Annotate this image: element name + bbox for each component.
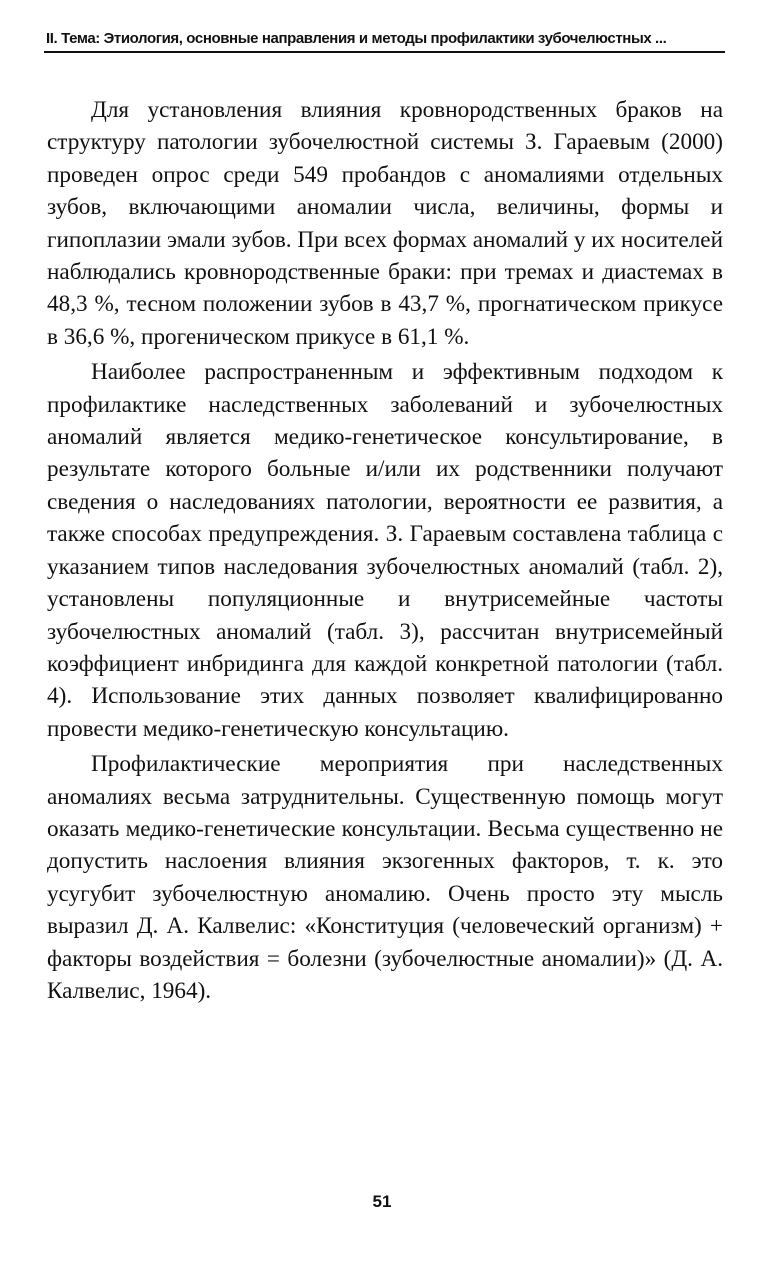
body-text: [47, 94, 723, 1010]
running-header: II. Тема: Этиология, основные направления и методы профилактики зубочелюстных ...: [46, 30, 667, 47]
paragraph-1: Для установления влияния кровнородственных браков на структуру патологии зубочелюстной системы З. Гараевым (2000) проведен опрос среди 549 пробандов с аномалиями отдельных зубов, включающими аномалии числа, величины, формы и гипоплазии эмали зубов. При всех формах аномалий у их носителей наблюдались кровнородственные браки: при тремах и диастемах в 48,3 %, тесном положении зубов в 43,7 %, прогнатическом прикусе в 36,6 %, прогеническом прикусе в 61,1 %.: [47, 97, 723, 350]
header-rule: [44, 51, 725, 53]
paragraph-2: Наиболее распространенным и эффективным подходом к профилактике наследственных заболеваний и зубочелюстных аномалий является медико-генетическое консультирование, в результате которого больные и/или их родственники получают сведения о наследованиях патологии, вероятности ее развития, а также способах предупреждения. З. Гараевым составлена таблица с указанием типов наследования зубочелюстных аномалий (табл. 2), установлены популяционные и внутрисемейные частоты зубочелюстных аномалий (табл. 3), рассчитан внутрисемейный коэффициент инбридинга для каждой конкретной патологии (табл. 4). Использование этих данных позволяет квалифицированно провести медико-генетическую консультацию.: [47, 359, 723, 742]
paragraph-3: Профилактические мероприятия при наследственных аномалиях весьма затруднительны. Существенную помощь могут оказать медико-генетические консультации. Весьма существенно не допустить наслоения влияния экзогенных факторов, т. к. это усугубит зубочелюстную аномалию. Очень просто эту мысль выразил Д. А. Калвелис: «Конституция (человеческий организм) + факторы воздействия = болезни (зубочелюстные аномалии)» (Д. А. Калвелис, 1964).: [47, 751, 723, 1004]
page-number: 51: [372, 1192, 392, 1211]
